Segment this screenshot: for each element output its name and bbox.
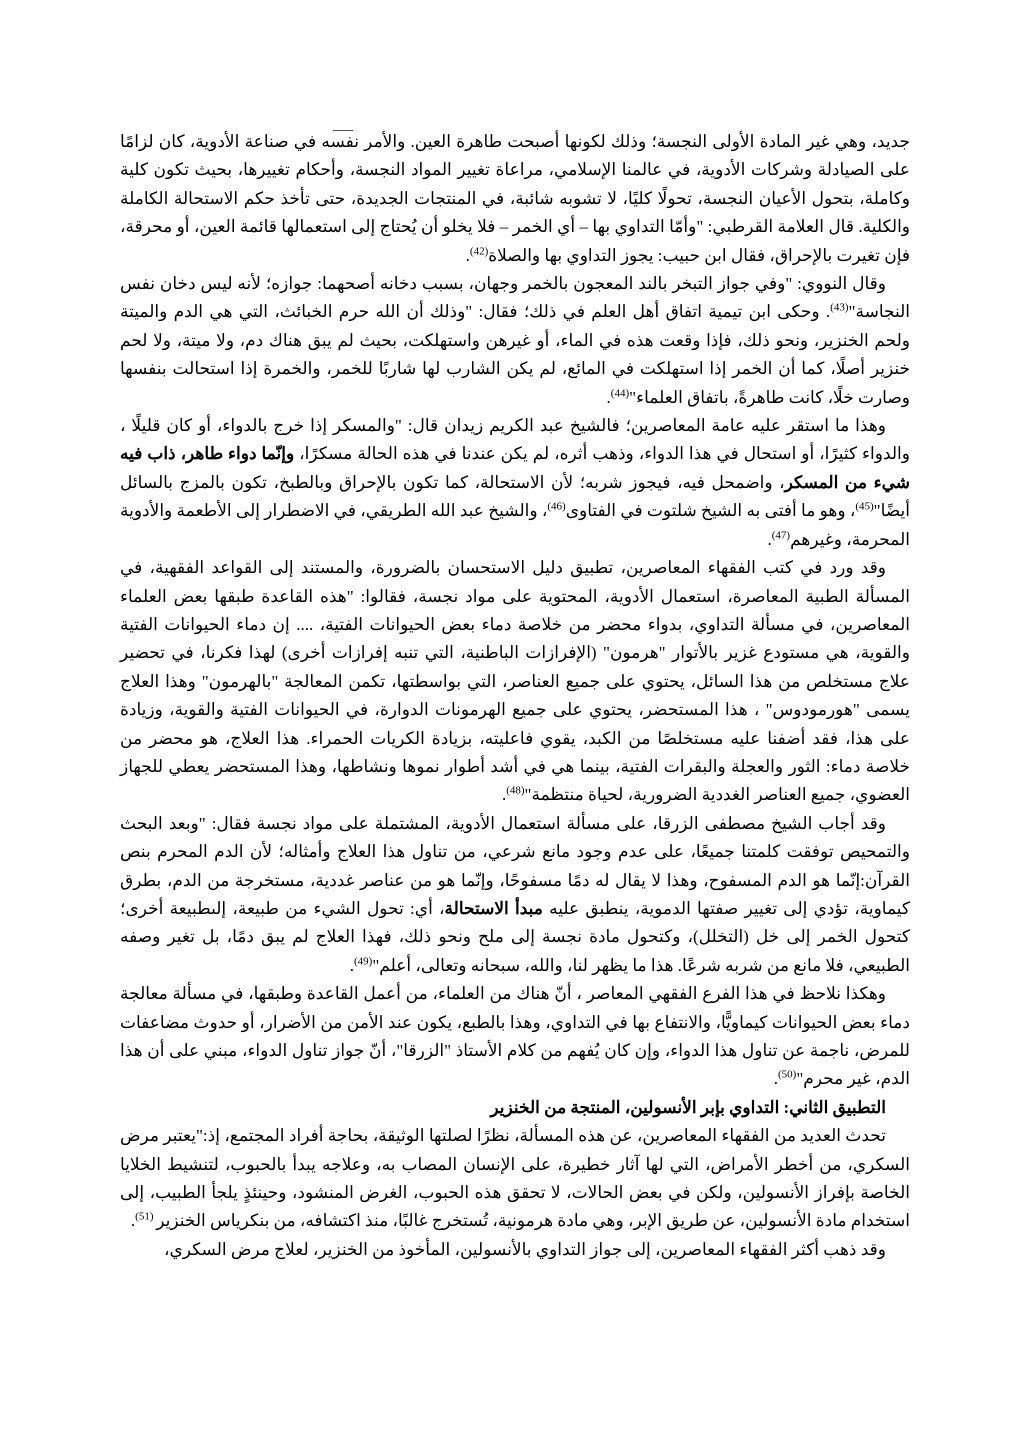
bold-phrase: وإنّما دواء طاهر، ذاب فيه شيء من المسكر (120, 444, 910, 492)
footnote-ref[interactable]: (47) (771, 529, 791, 542)
paragraph-1 (120, 128, 910, 270)
document-body (120, 128, 910, 1264)
paragraph-8 (120, 1236, 910, 1264)
paragraph-text: وقال النووي: "وفي جواز التبخر بالند المعجون بالخمر وجهان، بسبب دخانه أصحهما: جوازه؛ لأنه ليس دخان نفس النجاسة" (120, 274, 910, 322)
paragraph-text: وقد ذهب أكثر الفقهاء المعاصرين، إلى جواز التداوي بالأنسولين، المأخوذ من الخنزير، لعلاج مرض السكري، (164, 1239, 886, 1259)
paragraph-tail: . (767, 529, 772, 549)
paragraph-tail: . (349, 955, 354, 975)
paragraph-tail: . (465, 245, 470, 265)
footnote-ref[interactable]: (49) (354, 955, 373, 968)
footnote-ref[interactable]: (45) (855, 500, 874, 513)
paragraph-tail: . (130, 1211, 136, 1231)
bold-phrase: مبدأ الاستحالة (444, 898, 543, 918)
paragraph-tail: ، والشيخ عبد الله الطريقي، في الاضطرار إلى الأطعمة والأدوية المحرمة، وغيرهم (120, 501, 910, 549)
paragraph-3 (120, 412, 910, 554)
paragraph-tail: . (773, 1069, 778, 1089)
paragraph-6 (120, 980, 910, 1094)
footnote-ref[interactable]: (48) (506, 784, 525, 797)
paragraph-5 (120, 810, 910, 980)
paragraph-text: وهكذا نلاحظ في هذا الفرع الفقهي المعاصر ، أنّ هناك من العلماء، من أعمل القاعدة وطبقها، في مسألة معالجة دماء بعض الحيوانات كيماويًّا، والانتفاع بها في التداوي، وهذا بالطبع، يكون عند الأمن من الأضرار، أو حدوث مضاعفات للمرض، ناجمة عن تناول هذا الدواء، وإن كان يُفهم من كلام الأستاذ "الزرقا"، أنّ جواز تناول الدواء، مبني على أن هذا الدم، غير محرم" (120, 984, 910, 1089)
footnote-ref[interactable]: (44) (610, 387, 630, 399)
paragraph-tail: ، أي: تحول الشيء من طبيعة، إلىطبيعة أخرى؛ كتحول الخمر إلى خل (التخلل)، وكتحول مادة نجسة إلى ملح ونحو ذلك، فهذا العلاج لم يبق دمًا، بل تغير وصفه الطبيعي، فلا مانع من شربه شرعًا. هذا ما يظهر لنا، والله، سبحانه وتعالى، أعلم" (120, 898, 910, 975)
paragraph-tail: ، وهو ما أفتى به الشيخ شلتوت في الفتاوى (565, 501, 856, 521)
paragraph-2 (120, 270, 910, 412)
paragraph-text: جديد، وهي غير المادة الأولى النجسة؛ وذلك لكونها أصبحت طاهرة العين. والأمر نفسه في صناعة الأدوية، كان لزامًا على الصيادلة وشركات الأدوية، في عالمنا الإسلامي، مراعاة تغيير المواد النجسة، وأحكام تغييرها، بحيث تكون كلية وكاملة، بتحول الأعيان النجسة، تحولًا كليًا، لا تشوبه شائبة، في المنتجات الجديدة، حتى تأخذ حكم الاستحالة الكاملة والكلية. قال العلامة القرطبي: "وأمّا التداوي بها – أي الخمر – فلا يخلو أن يُحتاج إلى استعمالها قائمة العين، أو محرقة، فإن تغيرت بالإحراق، فقال ابن حبيب: يجوز التداوي بها والصلاة (120, 132, 911, 265)
footnote-ref[interactable]: (50) (777, 1068, 797, 1081)
footnote-ref[interactable]: (51) (135, 1210, 157, 1223)
paragraph-tail: ، واضمحل فيه، فيجوز شربه؛ لأن الاستحالة، كما تكون بالإحراق وبالطبخ، تكون بالمزج بالسائل أيضًا" (120, 472, 910, 521)
paragraph-text: وقد أجاب الشيخ مصطفى الزرقا، على مسألة استعمال الأدوية، المشتملة على مواد نجسة فقال: "وبعد البحث والتمحيص توفقت كلمتنا جميعًا، على عدم وجود مانع شرعي، من تناول هذا العلاج وأمثاله؛ لأن الدم المحرم بنص القرآن:إنّما هو الدم المسفوح، وهذا لا يقال له دمًا مسفوحًا، وإنّما هو من عناصر غددية، مستخرجة من الدم، بطرق كيماوية، تؤدي إلى تغيير صفتها الدموية، ينطبق عليه (120, 813, 911, 918)
footnote-ref[interactable]: (42) (469, 244, 489, 257)
paragraph-text: تحدث العديد من الفقهاء المعاصرين، عن هذه المسألة، نظرًا لصلتها الوثيقة، بحاجة أفراد المجتمع، إذ:"يعتبر مرض السكري، من أخطر الأمراض، التي لها آثار خطيرة، على الإنسان المصاب به، وعلاجه يبدأ بالحبوب، لتنشيط الخلايا الخاصة بإفراز الأنسولين، ولكن في بعض الحالات، لا تحقق هذه الحبوب، الغرض المنشود، وحينئذٍ يلجأ الطبيب، إلى استخدام مادة الأنسولين، عن طريق الإبر، وهي مادة هرمونية، تُستخرج غالبًا، منذ اكتشافه، من بنكرياس الخنزير (120, 1126, 910, 1231)
paragraph-tail: . (606, 387, 611, 407)
paragraph-7 (120, 1122, 910, 1236)
footnote-ref[interactable]: (43) (830, 301, 849, 314)
paragraph-tail: . (501, 785, 507, 805)
paragraph-tail: . وحكى ابن تيمية اتفاق أهل العلم في ذلك؛ فقال: "وذلك أن الله حرم الخبائث، التي هي الدم والميتة ولحم الخنزير، ونحو ذلك، فإذا وقعت هذه في الماء، أو غيرهن واستهلكت، بحيث لم يبق هناك دم، ولا ميتة، ولا لحم خنزير أصلًا، كما أن الخمر إذا استهلكت في المائع، لم يكن الشارب لها شاربًا للخمر، والخمرة إذا استحالت بنفسها وصارت خلًا، كانت طاهرةً، باتفاق العلماء" (120, 302, 910, 407)
paragraph-text: وهذا ما استقر عليه عامة المعاصرين؛ فالشيخ عبد الكريم زيدان قال: "والمسكر إذا خرج بالدواء، أو كان قليلًا ، والدواء كثيرًا، أو استحال في هذا الدواء، وذهب أثره، لم يكن عندنا في هذه الحالة مسكرًا، (120, 416, 910, 464)
paragraph-4 (120, 554, 910, 810)
section-heading: التطبيق الثاني: التداوي بإبر الأنسولين، المنتجة من الخنزير (490, 1097, 886, 1117)
footnote-ref[interactable]: (46) (547, 500, 566, 513)
paragraph-text: وقد ورد في كتب الفقهاء المعاصرين، تطبيق دليل الاستحسان بالضرورة، والمستند إلى القواعد الفقهية، في المسألة الطبية المعاصرة، استعمال الأدوية، المحتوية على مواد نجسة، فقالوا: "هذه القاعدة طبقها بعض العلماء المعاصرين، في مسألة التداوي، بدواء محضر من خلاصة دماء بعض الحيوانات الفتية، .... إن دماء الحيوانات الفتية والقوية، هي مستودع غزير بالأتوار "هرمون" (الإفرازات الباطنية، التي تنبه إفرازات أخرى) لهذا فكرنا، في تحضير علاج مستخلص من هذا السائل، يحتوي على جميع العناصر، التي بواسطتها، تكمن المعالجة "بالهرمون" وهذا العلاج يسمى "هورمودوس" ، هذا المستحضر، يحتوي على جميع الهرمونات الدوارة، في الحيوانات الفتية والقوية، وزيادة على هذا، فقد أضفنا عليه مستخلصًا من الكبد، يقوي فاعليته، بزيادة الكريات الحمراء. هذا العلاج، هو محضر من خلاصة دماء: الثور والعجلة والبقرات الفتية، بينما هي في أشد أطوار نموها ونشاطها، وهذا المستحضر يعطي للجهاز العضوي، جميع العناصر الغددية الضرورية، لحياة منتظمة" (120, 558, 910, 805)
